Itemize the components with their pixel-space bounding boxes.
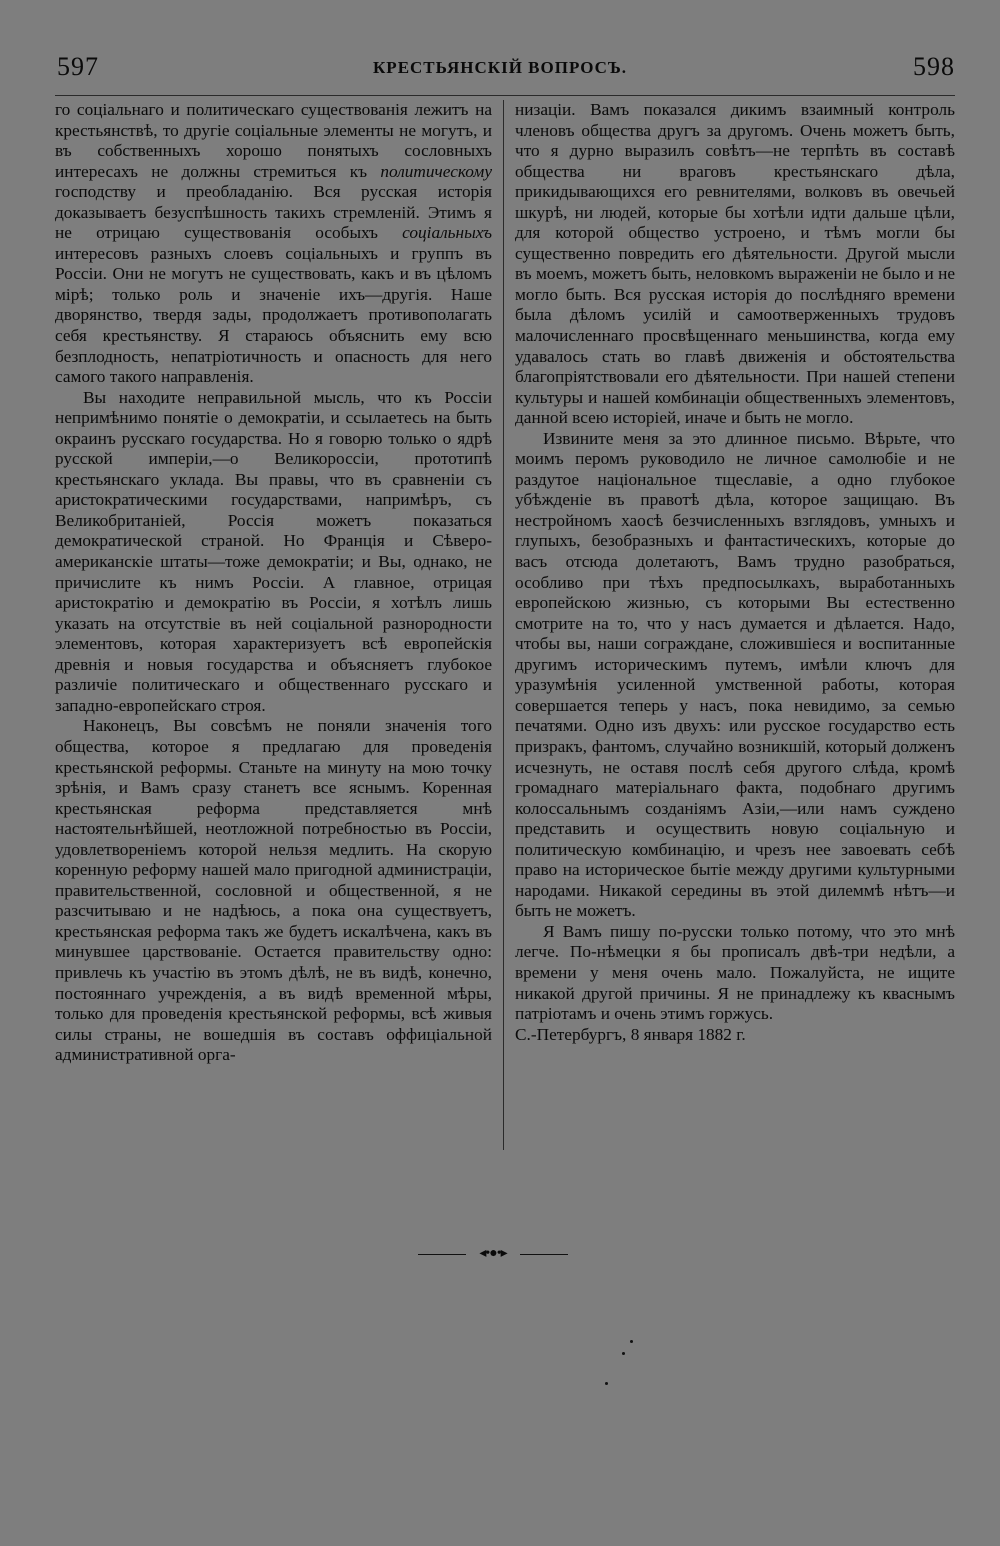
left-p1-text-c: интересовъ разныхъ слоевъ соціальныхъ и группъ въ Россіи. Они не могутъ не существовать, какъ и въ цѣломъ мірѣ; только роль и значеніе ихъ—другія. Наше дворянство, твердя зады, продолжаетъ противополагать себя крестьянству. Я стараюсь объяснить ему всю безплодность, непатріотичность и опасность для него самого такого направленія.	[55, 243, 492, 387]
page-number-left: 597	[57, 52, 99, 81]
ornament-line-left	[418, 1254, 466, 1255]
print-speck	[630, 1340, 633, 1343]
running-head: КРЕСТЬЯНСКІЙ ВОПРОСЪ.	[372, 58, 627, 77]
left-p1-text-b: господству и преобладанію. Вся русская исторія доказываетъ безуспѣшность такихъ стремленій. Этимъ я не отрицаю существованія особыхъ	[55, 182, 492, 243]
right-paragraph-3: Я Вамъ пишу по-русски только потому, что это мнѣ легче. По-нѣмецки я бы прописалъ двѣ-три недѣли, а времени у меня очень мало. Пожалуйста, не ищите никакой другой причины. Я не принадлежу къ кваснымъ патріотамъ и очень этимъ горжусь.	[515, 921, 955, 1024]
print-speck	[622, 1352, 625, 1355]
ornament-line-right	[520, 1254, 568, 1255]
left-paragraph-3: Наконецъ, Вы совсѣмъ не поняли значенія того общества, которое я предлагаю для проведенія крестьянской реформы. Станьте на минуту на мою точку зрѣнія, и Вамъ сразу станетъ все яснымъ. Коренная крестьянская реформа представляется мнѣ настоятельнѣйшей, неотложной потребностью въ Россіи, удовлетвореніемъ которой нельзя медлить. На скорую коренную реформу нашей мало пригодной администраціи, правительственной, сословной и общественной, я не разсчитываю и не надѣюсь, а пока она существуетъ, крестьянская реформа такъ же будетъ искалѣчена, какъ въ минувшее царствованіе. Остается правительству одно: привлечь къ участію въ этомъ дѣлѣ, не въ видѣ, конечно, постояннаго учрежденія, а въ видѣ временной мѣры, только для проведенія крестьянской реформы, всѣ живыя силы страны, не вошедшія въ составъ оффиціальной административной орга-	[55, 716, 492, 1065]
emphasis-politicheskomu: политическому	[380, 161, 492, 181]
page-number-right: 598	[913, 52, 955, 81]
header-rule	[55, 95, 955, 96]
emphasis-sotsialnykh: соціальныхъ	[402, 223, 492, 243]
left-paragraph-2: Вы находите неправильной мысль, что къ Россіи непримѣнимо понятіе о демократіи, и ссылаетесь на быть окраинъ русскаго государства. Но я говорю только о ядрѣ русской имперіи,—о Великороссіи, прототипѣ крестьянскаго уклада. Вы правы, что въ сравненіи съ аристократическими государствами, напримѣръ, съ Великобританіей, Россія можетъ показаться демократической страной. Но Франція и Сѣверо-американскіе штаты—тоже демократіи; и Вы, однако, не причислите къ нимъ Россіи. А главное, отрицая аристократію и демократію въ Россіи, я хотѣлъ лишь указать на отсутствіе въ ней соціальной разнородности элементовъ, которая характеризуетъ всѣ европейскія древнія и новыя государства и объясняетъ глубокое различіе политическаго и общественнаго русскаго и западно-европейскаго строя.	[55, 387, 492, 715]
ornament-flourish-icon: ◂•●•▸	[479, 1246, 507, 1261]
right-column	[515, 100, 955, 1045]
end-ornament	[418, 1245, 568, 1265]
left-column	[55, 100, 492, 1066]
right-paragraph-2: Извините меня за это длинное письмо. Вѣрьте, что моимъ перомъ руководило не личное самолюбіе и не раздутое національное тщеславіе, а одно глубокое убѣжденіе въ правотѣ дѣла, которое защищаю. Въ нестройномъ хаосѣ безчисленныхъ взглядовъ, умныхъ и глупыхъ, безобразныхъ и фантастическихъ, которые до васъ отсюда долетаютъ, Вамъ трудно разобраться, особливо при тѣхъ предпосылкахъ, выработанныхъ европейскою жизнью, съ которыми Вы естественно смотрите на то, что у насъ думается и дѣлается. Надо, чтобы вы, наши сограждане, сложившіеся и воспитанные другимъ историческимъ путемъ, имѣли ключъ для уразумѣнія усиленной умственной работы, которая совершается теперь у насъ, пока невидимо, за семью печатями. Одно изъ двухъ: или русское государство есть призракъ, фантомъ, случайно возникшій, который долженъ исчезнуть, не оставя послѣ себя другого слѣда, кромѣ громаднаго матеріальнаго факта, подобнаго другимъ колоссальнымъ созданіямъ Азіи,—или намъ суждено представить и осуществить новую соціальную и политическую комбинацію, и чрезъ нее завоевать себѣ право на историческое бытіе между другими культурными народами. Никакой середины въ этой дилеммѣ нѣтъ—и быть не можетъ.	[515, 428, 955, 921]
print-speck	[605, 1382, 608, 1385]
right-paragraph-1: низаціи. Вамъ показался дикимъ взаимный контроль членовъ общества другъ за другомъ. Очень можетъ быть, что я дурно выразилъ совѣтъ—не терпѣть въ составѣ общества ни враговъ крестьянскаго дѣла, прикидывающихся его ревнителями, волковъ въ овечьей шкурѣ, ни людей, которые бы хотѣли идти дальше цѣли, для которой общество устроено, и тѣмъ могли бы существенно повредить его дѣятельности. Другой мысли въ моемъ, можетъ быть, неловкомъ выраженіи не было и не могло быть. Вся русская исторія до послѣдняго времени была дѣломъ усилій и самоотверженныхъ трудовъ малочисленнаго просвѣщеннаго меньшинства, когда ему удавалось стать во главѣ движенія и обстоятельства благопріятствовали его дѣятельности. При нашей степени культуры и нашей комбинаціи общественныхъ элементовъ, данной всею исторіей, иначе и быть не могло.	[515, 100, 955, 428]
signature-line: С.-Петербургъ, 8 января 1882 г.	[515, 1024, 746, 1044]
column-divider	[503, 100, 504, 1150]
left-p1-text-a: го соціальнаго и политическаго существованія лежитъ на крестьянствѣ, то другіе соціальные элементы не могутъ, и въ собственныхъ хорошо понятыхъ сословныхъ интересахъ не должны стремиться къ	[55, 100, 492, 181]
left-paragraph-1	[55, 100, 492, 388]
